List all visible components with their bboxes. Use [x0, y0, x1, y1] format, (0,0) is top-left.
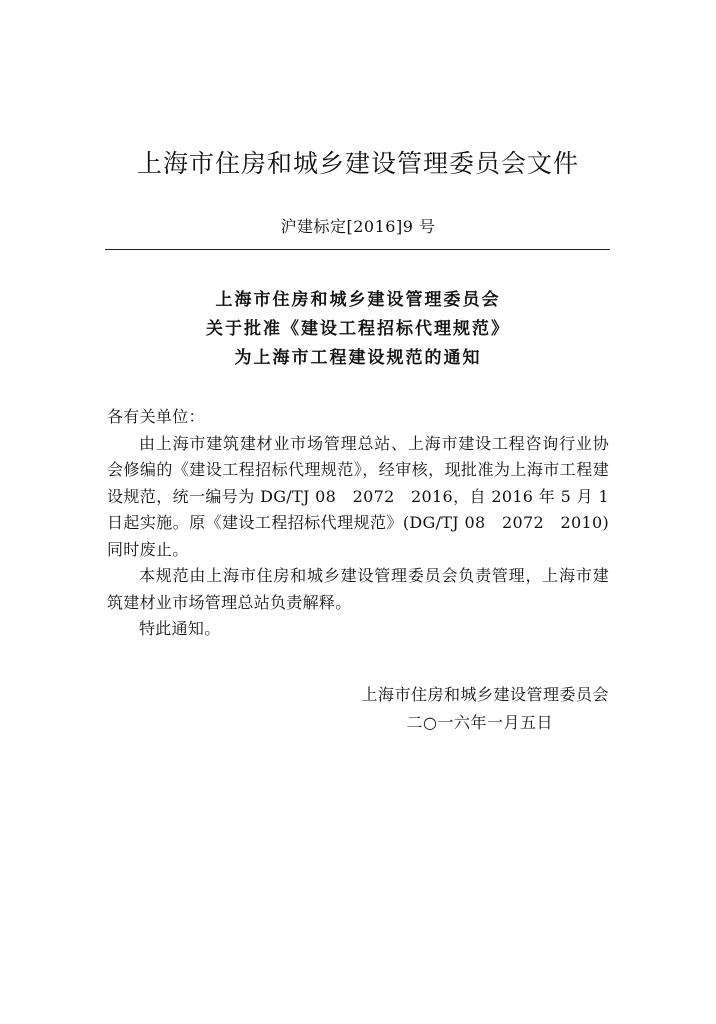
- signature-date: 二○一六年一月五日: [406, 713, 553, 732]
- body-paragraph-approval: 由上海市建筑建材业市场管理总站、上海市建设工程咨询行业协会修编的《建设工程招标代理规范》，经审核，现批准为上海市工程建设规范，统一编号为 DG/TJ 08 2072 2016，自 2016 年 5 月 1 日起实施。原《建设工程招标代理规范》(DG/TJ 08 2072 2010)同时废止。: [107, 433, 609, 559]
- notice-title-line-1: 上海市住房和城乡建设管理委员会: [215, 290, 501, 310]
- header-divider-line: [105, 249, 610, 250]
- salutation: 各有关单位：: [107, 407, 205, 426]
- body-paragraph-management: 本规范由上海市住房和城乡建设管理委员会负责管理，上海市建筑建材业市场管理总站负责解释。: [107, 566, 609, 612]
- notice-title-line-2: 关于批准《建设工程招标代理规范》: [206, 319, 510, 339]
- notice-title: [0, 286, 716, 373]
- signature-organization: 上海市住房和城乡建设管理委员会: [361, 685, 609, 704]
- notice-title-line-3: 为上海市工程建设规范的通知: [234, 348, 482, 368]
- notice-body: [107, 404, 609, 643]
- issuing-authority-header: 上海市住房和城乡建设管理委员会文件: [136, 149, 579, 178]
- document-number: 沪建标定[2016]9 号: [280, 217, 436, 236]
- signature-block: [361, 681, 609, 737]
- body-paragraph-closing: 特此通知。: [139, 619, 221, 638]
